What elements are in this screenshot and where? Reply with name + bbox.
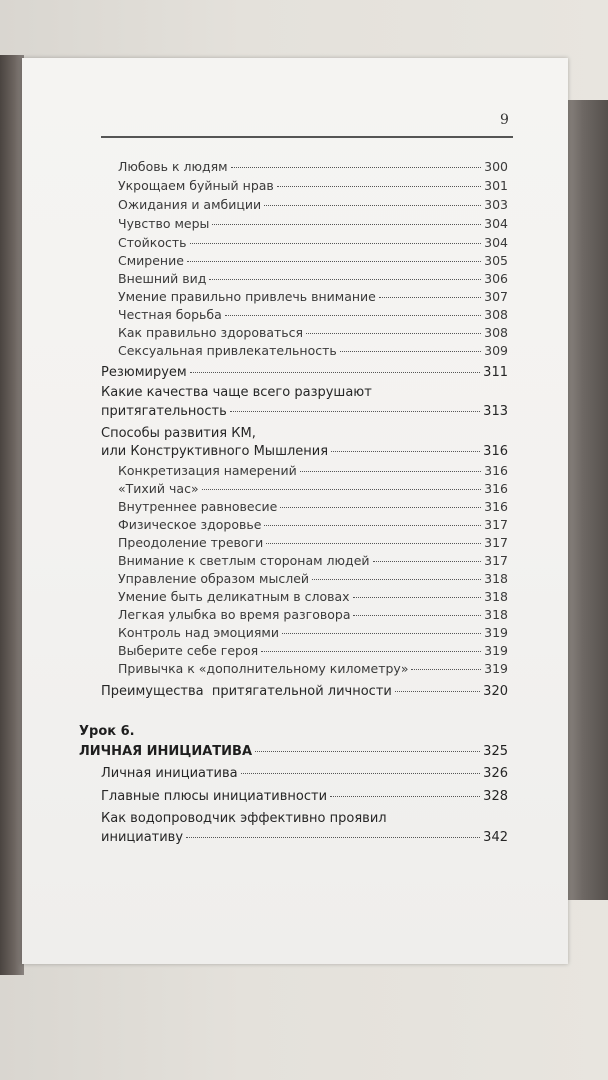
leader-dots — [202, 489, 482, 490]
leader-dots — [190, 372, 480, 373]
toc-entry-page: 307 — [484, 289, 508, 304]
toc-entry — [118, 235, 508, 250]
toc-entry-title: Внешний вид — [118, 271, 207, 286]
toc-entry-page: 342 — [483, 830, 508, 845]
toc-entry-page: 319 — [484, 643, 508, 658]
toc-entry-page: 317 — [484, 553, 508, 568]
toc-section — [101, 766, 508, 781]
leader-dots — [277, 186, 481, 187]
toc-entry-page: 300 — [484, 159, 508, 174]
page-number: 9 — [500, 112, 509, 128]
toc-entry-title: Контроль над эмоциями — [118, 625, 279, 640]
toc-entry-title: Резюмируем — [101, 365, 187, 380]
toc-entry-page: 309 — [484, 343, 508, 358]
toc-entry-title: Любовь к людям — [118, 159, 228, 174]
leader-dots — [266, 543, 481, 544]
toc-entry-title: Управление образом мыслей — [118, 571, 310, 586]
toc-entry-title: Честная борьба — [118, 307, 222, 322]
book-page — [22, 58, 568, 964]
toc-entry — [118, 589, 508, 604]
toc-section-methods-line1: Способы развития КМ, — [101, 426, 256, 441]
toc-entry-title: Легкая улыбка во время разговора — [118, 607, 351, 622]
leader-dots — [379, 297, 481, 298]
leader-dots — [212, 224, 481, 225]
toc-entry-page: 319 — [484, 625, 508, 640]
toc-entry-title: Конкретизация намерений — [118, 463, 297, 478]
toc-entry — [118, 571, 508, 586]
toc-entry — [118, 343, 508, 358]
toc-entry-page: 317 — [484, 517, 508, 532]
toc-entry-title: Личная инициатива — [101, 766, 238, 781]
toc-entry-page: 318 — [484, 589, 508, 604]
toc-entry-title: Внимание к светлым сторонам людей — [118, 553, 370, 568]
toc-entry-page: 301 — [484, 178, 508, 193]
toc-entry-page: 320 — [483, 684, 508, 699]
leader-dots — [330, 796, 480, 797]
leader-dots — [312, 579, 481, 580]
toc-entry-title: или Конструктивного Мышления — [101, 444, 329, 459]
toc-entry-title: Умение правильно привлечь внимание — [118, 289, 376, 304]
toc-section — [101, 789, 508, 804]
leader-dots — [225, 315, 481, 316]
toc-chapter-title: ЛИЧНАЯ ИНИЦИАТИВА — [79, 744, 253, 759]
leader-dots — [282, 633, 481, 634]
toc-entry-title: Сексуальная привлекательность — [118, 343, 337, 358]
toc-entry-page: 316 — [483, 444, 508, 459]
toc-entry-title: Укрощаем буйный нрав — [118, 178, 274, 193]
leader-dots — [255, 751, 480, 752]
toc-entry-title: Главные плюсы инициативности — [101, 789, 328, 804]
toc-section-advantages — [101, 684, 508, 699]
toc-section-qualities-line1: Какие качества чаще всего разрушают — [101, 385, 372, 400]
toc-entry-title: Как правильно здороваться — [118, 325, 304, 340]
toc-entry-title: инициативу — [101, 830, 184, 845]
toc-entry-page: 316 — [484, 463, 508, 478]
toc-entry-page: 325 — [483, 744, 508, 759]
toc-entry — [118, 271, 508, 286]
toc-section-methods — [101, 444, 508, 459]
toc-entry-page: 304 — [484, 216, 508, 231]
leader-dots — [395, 691, 480, 692]
toc-entry — [118, 643, 508, 658]
header-rule — [101, 136, 513, 138]
toc-entry — [118, 625, 508, 640]
leader-dots — [264, 525, 481, 526]
book-cover-edge-right — [566, 100, 608, 900]
toc-entry — [118, 253, 508, 268]
toc-entry-title: Преимущества притягательной личности — [101, 684, 392, 699]
toc-entry — [118, 481, 508, 496]
leader-dots — [411, 669, 481, 670]
toc-entry — [118, 325, 508, 340]
toc-entry-page: 305 — [484, 253, 508, 268]
toc-entry-page: 318 — [484, 607, 508, 622]
leader-dots — [306, 333, 481, 334]
toc-entry-title: Ожидания и амбиции — [118, 197, 262, 212]
toc-entry-title: Внутреннее равновесие — [118, 499, 278, 514]
leader-dots — [190, 243, 482, 244]
leader-dots — [261, 651, 481, 652]
toc-section-resume — [101, 365, 508, 380]
toc-section-plumber — [101, 830, 508, 845]
toc-entry-page: 311 — [483, 365, 508, 380]
toc-entry — [118, 197, 508, 212]
leader-dots — [186, 837, 480, 838]
toc-entry — [118, 499, 508, 514]
toc-entry-title: Смирение — [118, 253, 184, 268]
book-cover-edge-left — [0, 55, 24, 975]
leader-dots — [209, 279, 481, 280]
leader-dots — [231, 167, 482, 168]
toc-entry — [118, 535, 508, 550]
toc-entry — [118, 517, 508, 532]
leader-dots — [187, 261, 481, 262]
toc-entry-page: 319 — [484, 661, 508, 676]
toc-section-qualities — [101, 404, 508, 419]
toc-entry-page: 313 — [483, 404, 508, 419]
toc-entry-page: 304 — [484, 235, 508, 250]
toc-entry — [118, 463, 508, 478]
toc-entry-page: 308 — [484, 325, 508, 340]
toc-entry — [118, 607, 508, 622]
toc-entry-title: Преодоление тревоги — [118, 535, 264, 550]
toc-entry — [118, 216, 508, 231]
toc-entry — [118, 159, 508, 174]
leader-dots — [353, 615, 481, 616]
toc-entry-page: 318 — [484, 571, 508, 586]
leader-dots — [241, 773, 481, 774]
toc-entry-title: притягательность — [101, 404, 227, 419]
toc-entry-page: 308 — [484, 307, 508, 322]
toc-entry-title: Умение быть деликатным в словах — [118, 589, 350, 604]
toc-entry — [118, 178, 508, 193]
leader-dots — [340, 351, 481, 352]
toc-section-plumber-line1: Как водопроводчик эффективно проявил — [101, 811, 387, 826]
toc-entry-page: 326 — [483, 766, 508, 781]
toc-entry-page: 306 — [484, 271, 508, 286]
leader-dots — [264, 205, 481, 206]
toc-entry — [118, 661, 508, 676]
toc-entry-page: 317 — [484, 535, 508, 550]
toc-entry-title: Стойкость — [118, 235, 187, 250]
toc-entry-page: 316 — [484, 481, 508, 496]
toc-entry-title: «Тихий час» — [118, 481, 199, 496]
leader-dots — [280, 507, 481, 508]
leader-dots — [230, 411, 480, 412]
toc-entry — [118, 307, 508, 322]
toc-entry — [118, 289, 508, 304]
leader-dots — [331, 451, 480, 452]
toc-entry-title: Привычка к «дополнительному километру» — [118, 661, 409, 676]
leader-dots — [300, 471, 481, 472]
toc-entry — [118, 553, 508, 568]
toc-entry-page: 316 — [484, 499, 508, 514]
toc-chapter — [79, 744, 508, 759]
toc-entry-title: Физическое здоровье — [118, 517, 262, 532]
toc-entry-title: Чувство меры — [118, 216, 210, 231]
lesson-heading: Урок 6. — [79, 724, 135, 739]
leader-dots — [373, 561, 482, 562]
toc-entry-page: 328 — [483, 789, 508, 804]
toc-entry-title: Выберите себе героя — [118, 643, 259, 658]
toc-entry-page: 303 — [484, 197, 508, 212]
leader-dots — [353, 597, 482, 598]
